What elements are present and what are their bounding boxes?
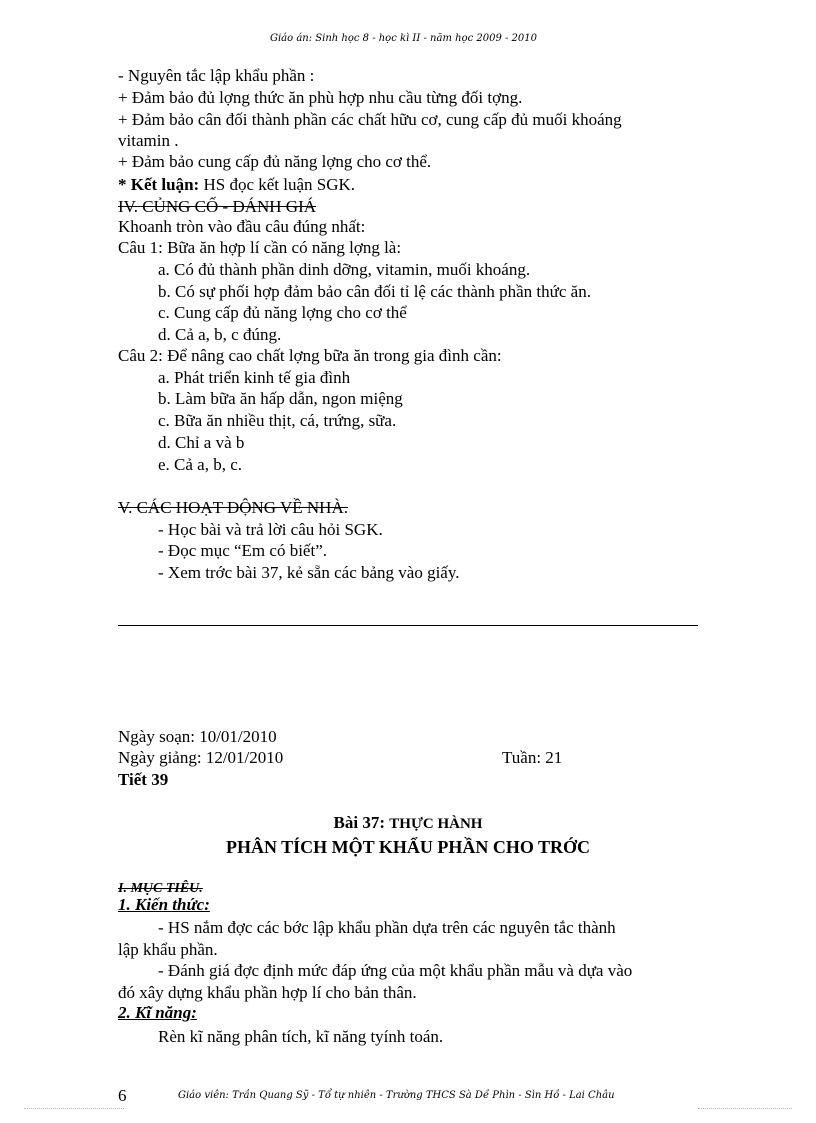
homework-item: - Xem trớc bài 37, kẻ sẵn các bảng vào giấy. <box>158 563 460 582</box>
knowledge-line: - Đánh giá đợc định mức đáp ứng của một khẩu phần mẫu và dựa vào <box>158 961 633 980</box>
q2-option-b: b. Làm bữa ăn hấp dẫn, ngon miệng <box>158 389 403 408</box>
knowledge-heading: 1. Kiến thức: <box>118 895 210 914</box>
section-v-heading: V. CÁC HOẠT ĐỘNG VỀ NHÀ. <box>118 498 348 517</box>
tuan: Tuần: 21 <box>502 748 563 767</box>
principle-line: + Đảm bảo đủ lợng thức ăn phù hợp nhu cầu từng đối tợng. <box>118 88 523 107</box>
principle-heading: - Nguyên tắc lập khẩu phần : <box>118 66 315 85</box>
knowledge-line: đó xây dựng khẩu phần hợp lí cho bản thân. <box>118 983 417 1002</box>
footer-dots-left <box>24 1108 124 1109</box>
q2-option-d: d. Chỉ a và b <box>158 433 245 452</box>
q2-option-a: a. Phát triển kinh tế gia đình <box>158 368 351 387</box>
question-2: Câu 2: Để nâng cao chất lợng bữa ăn trong gia đình cần: <box>118 346 502 365</box>
knowledge-line: - HS nắm đợc các bớc lập khẩu phần dựa trên các nguyên tắc thành <box>158 918 616 937</box>
question-1: Câu 1: Bữa ăn hợp lí cần có năng lợng là: <box>118 238 402 257</box>
principle-line: vitamin . <box>118 131 179 150</box>
footer-dots-right <box>698 1108 792 1109</box>
section-iv-heading: IV. CỦNG CỐ - ĐÁNH GIÁ <box>118 197 317 216</box>
skill-heading: 2. Kĩ năng: <box>118 1003 197 1022</box>
lesson-subtitle: PHÂN TÍCH MỘT KHẨU PHẦN CHO TRỚC <box>225 837 591 857</box>
tiet: Tiết 39 <box>118 770 169 789</box>
conclusion-label: * Kết luận: <box>118 175 200 194</box>
skill-text: Rèn kĩ năng phân tích, kĩ năng tyính toán. <box>158 1027 444 1046</box>
lesson-title <box>0 813 816 834</box>
knowledge-line: lập khẩu phần. <box>118 940 218 959</box>
section-i-heading: I. MỤC TIÊU. <box>118 881 203 896</box>
conclusion <box>118 175 355 195</box>
page-footer: Giáo viên: Trần Quang Sỹ - Tổ tự nhiên - Trường THCS Sà Dề Phìn - Sìn Hồ - Lai Châu <box>178 1090 615 1101</box>
principle-line: + Đảm bảo cân đối thành phần các chất hữu cơ, cung cấp đủ muối khoáng <box>118 110 622 129</box>
principle-line: + Đảm bảo cung cấp đủ năng lợng cho cơ thể. <box>118 152 432 171</box>
q1-option-c: c. Cung cấp đủ năng lợng cho cơ thể <box>158 303 407 322</box>
section-divider <box>118 625 698 626</box>
homework-item: - Học bài và trả lời câu hỏi SGK. <box>158 520 383 539</box>
page-number: 6 <box>118 1086 127 1105</box>
ngay-giang: Ngày giảng: 12/01/2010 <box>118 748 284 767</box>
lesson-number: Bài 37: <box>333 813 390 832</box>
q2-option-c: c. Bữa ăn nhiều thịt, cá, trứng, sữa. <box>158 411 397 430</box>
section-iv-intro: Khoanh tròn vào đầu câu đúng nhất: <box>118 217 366 236</box>
ngay-soan: Ngày soạn: 10/01/2010 <box>118 727 277 746</box>
conclusion-text: HS đọc kết luận SGK. <box>199 175 356 194</box>
page-header: Giáo án: Sinh học 8 - học kì II - năm học 2009 - 2010 <box>270 33 537 44</box>
q2-option-e: e. Cả a, b, c. <box>158 455 243 474</box>
q1-option-d: d. Cả a, b, c đúng. <box>158 325 282 344</box>
q1-option-b: b. Có sự phối hợp đảm bảo cân đối tỉ lệ các thành phần thức ăn. <box>158 282 591 301</box>
homework-item: - Đọc mục “Em có biết”. <box>158 541 327 560</box>
q1-option-a: a. Có đủ thành phần dinh dỡng, vitamin, muối khoáng. <box>158 260 531 279</box>
lesson-title-main: THỰC HÀNH <box>389 816 483 832</box>
